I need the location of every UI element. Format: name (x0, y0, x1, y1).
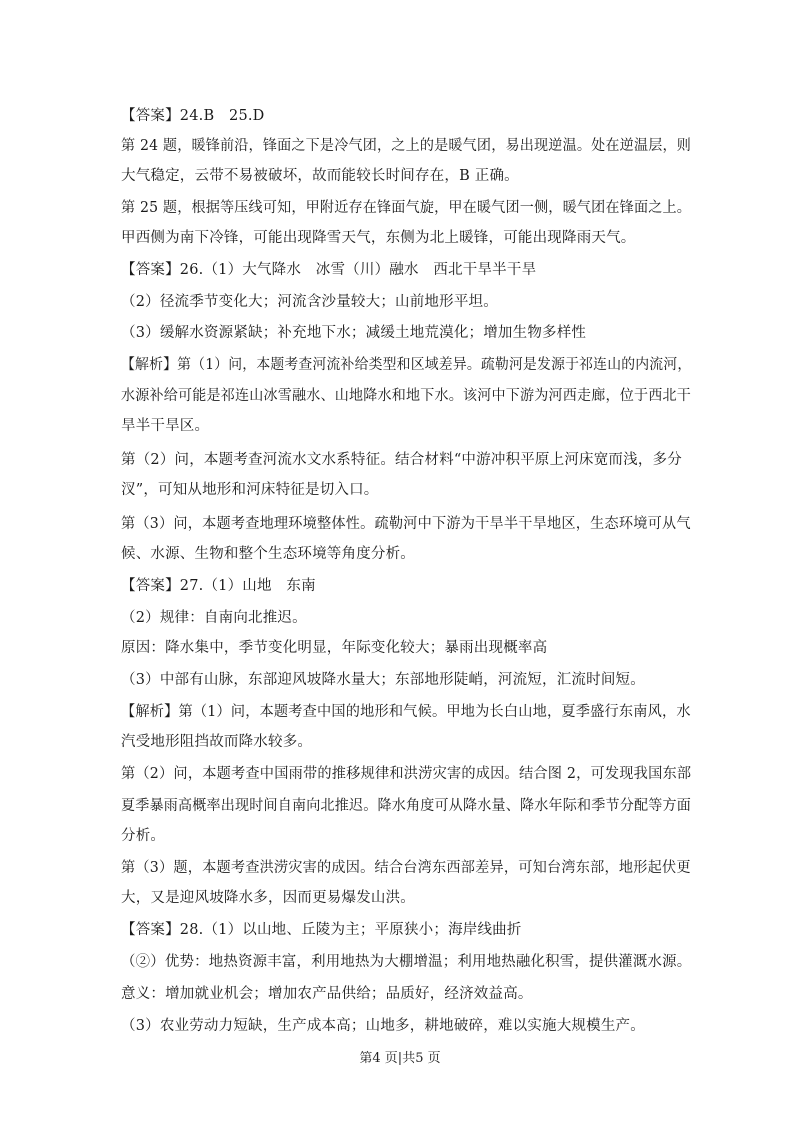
text-line: 水源补给可能是祁连山冰雪融水、山地降水和地下水。该河中下游为河西走廊，位于西北干 (121, 388, 692, 404)
text-line: 【答案】28.（1）以山地、丘陵为主；平原狭小；海岸线曲折 (121, 922, 522, 938)
text-line: 【解析】第（1）问，本题考查河流补给类型和区域差异。疏勒河是发源于祁连山的内流河， (121, 357, 692, 373)
text-line: 意义：增加就业机会；增加农产品供给；品质好，经济效益高。 (121, 986, 533, 1002)
text-line: 第（2）问，本题考查中国雨带的推移规律和洪涝灾害的成因。结合图 2，可发现我国东部 (121, 766, 692, 782)
text-line: 夏季暴雨高概率出现时间自南向北推迟。降水角度可从降水量、降水年际和季节分配等方面 (121, 798, 692, 814)
text-line: 大气稳定，云带不易被破坏，故而能较长时间存在，B 正确。 (121, 168, 519, 184)
text-line: 汽受地形阻挡故而降水较多。 (121, 734, 313, 750)
text-line: 【答案】27.（1）山地 东南 (121, 578, 316, 594)
text-line: 大，又是迎风坡降水多，因而更易爆发山洪。 (121, 890, 415, 906)
text-line: 甲西侧为南下冷锋，可能出现降雪天气，东侧为北上暖锋，可能出现降雨天气。 (121, 230, 636, 246)
text-line: 汊”，可知从地形和河床特征是切入口。 (121, 482, 379, 498)
text-line: 第 25 题，根据等压线可知，甲附近存在锋面气旋，甲在暖气团一侧，暖气团在锋面之上。 (121, 200, 692, 216)
text-line: 分析。 (121, 828, 166, 844)
text-line: 第 24 题，暖锋前沿，锋面之下是冷气团，之上的是暖气团，易出现逆温。处在逆温层，则 (121, 138, 692, 154)
text-line: 第（2）问，本题考查河流水文水系特征。结合材料“中游冲积平原上河床宽而浅，多分 (121, 452, 682, 468)
text-line: （②）优势：地热资源丰富，利用地热为大棚增温；利用地热融化积雪，提供灌溉水源。 (121, 954, 692, 970)
text-line: （2）径流季节变化大；河流含沙量较大；山前地形平坦。 (121, 294, 498, 310)
text-line: 第（3）题，本题考查洪涝灾害的成因。结合台湾东西部差异，可知台湾东部，地形起伏更 (121, 860, 691, 876)
text-line: 候、水源、生物和整个生态环境等角度分析。 (121, 546, 415, 562)
text-line: （3）中部有山脉，东部迎风坡降水量大；东部地形陡峭，河流短，汇流时间短。 (121, 672, 645, 688)
text-line: 原因：降水集中，季节变化明显，年际变化较大；暴雨出现概率高 (121, 640, 548, 656)
page-number-footer: 第4 页|共5 页 (359, 1051, 441, 1066)
text-line: 【答案】26.（1）大气降水 冰雪（川）融水 西北干旱半干旱 (121, 262, 537, 278)
text-line: 旱半干旱区。 (121, 418, 210, 434)
text-line: 【答案】24.B 25.D (121, 108, 265, 124)
text-line: （3）缓解水资源紧缺；补充地下水；减缓土地荒漠化；增加生物多样性 (121, 325, 587, 341)
text-line: （3）农业劳动力短缺，生产成本高；山地多，耕地破碎，难以实施大规模生产。 (121, 1018, 645, 1034)
text-line: 第（3）问，本题考查地理环境整体性。疏勒河中下游为干旱半干旱地区，生态环境可从气 (121, 516, 691, 532)
text-line: 【解析】第（1）问，本题考查中国的地形和气候。甲地为长白山地，夏季盛行东南风，水 (121, 704, 691, 720)
text-line: （2）规律：自南向北推迟。 (121, 610, 307, 626)
